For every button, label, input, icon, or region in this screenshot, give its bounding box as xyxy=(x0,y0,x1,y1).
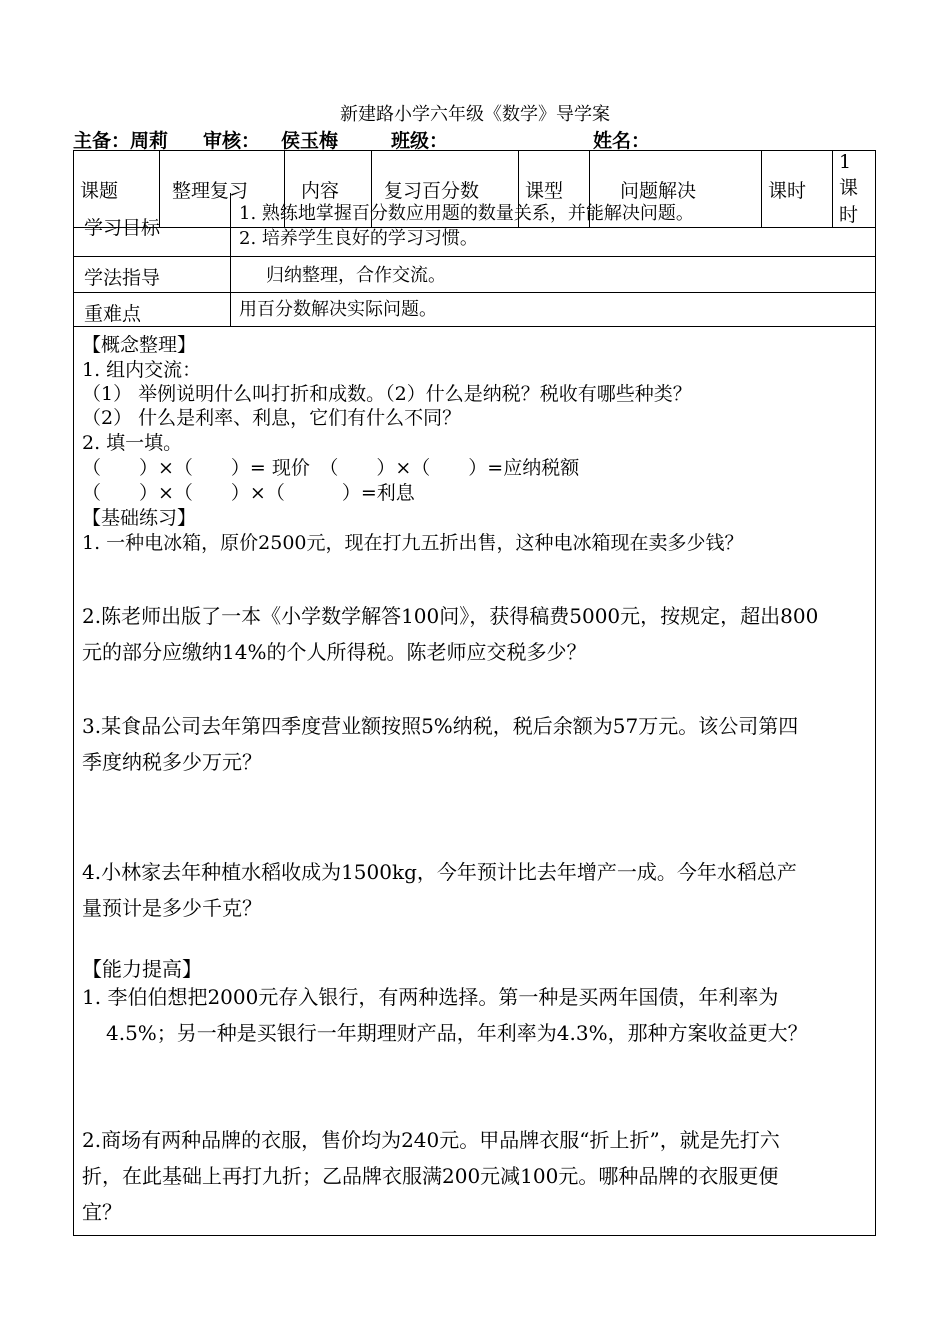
basic-problem-4b: 量预计是多少千克？ xyxy=(82,896,262,920)
topic-label: 课题 xyxy=(74,151,160,228)
reviewer-label: 审核： xyxy=(203,130,261,152)
basic-problem-1: 1. 一种电冰箱，原价2500元，现在打九五折出售，这种电冰箱现在卖多少钱？ xyxy=(82,532,744,554)
goal-2: 2. 培养学生良好的学习习惯。 xyxy=(239,228,478,249)
method-label: 学法指导 xyxy=(74,257,231,292)
advanced-problem-2c: 宜？ xyxy=(82,1200,122,1224)
formula-1: （ ）×（ ）= 现价 （ ）×（ ）=应纳税额 xyxy=(82,457,580,479)
basic-problem-2a: 2.陈老师出版了一本《小学数学解答100问》，获得稿费5000元，按规定，超出800 xyxy=(82,604,819,628)
basic-problem-4a: 4.小林家去年种植水稻收成为1500kg，今年预计比去年增产一成。今年水稻总产 xyxy=(82,860,797,884)
concepts-q1: 1. 组内交流： xyxy=(82,359,202,381)
key-text: 用百分数解决实际问题。 xyxy=(239,299,437,320)
content-value: 复习百分数 xyxy=(372,151,519,228)
concepts-q1b: （2） 什么是利率、利息，它们有什么不同？ xyxy=(82,407,462,429)
method-row xyxy=(73,257,876,293)
type-value: 问题解决 xyxy=(590,151,762,228)
method-text: 归纳整理，合作交流。 xyxy=(266,265,446,286)
lead-author: 主备：周莉 xyxy=(73,130,169,152)
basic-problem-3b: 季度纳税多少万元？ xyxy=(82,750,262,774)
key-row xyxy=(73,293,876,327)
reviewer-name: 侯玉梅 xyxy=(281,130,339,152)
goals-label: 学习目标 xyxy=(74,193,231,256)
page-title: 新建路小学六年级《数学》导学案 xyxy=(340,104,610,125)
name-label: 姓名： xyxy=(593,130,651,152)
key-label: 重难点 xyxy=(74,293,231,326)
advanced-problem-1a: 1. 李伯伯想把2000元存入银行，有两种选择。第一种是买两年国债，年利率为 xyxy=(82,985,779,1009)
goal-1: 1. 熟练地掌握百分数应用题的数量关系，并能解决问题。 xyxy=(239,203,694,224)
basic-problem-3a: 3.某食品公司去年第四季度营业额按照5%纳税，税后余额为57万元。该公司第四 xyxy=(82,714,799,738)
hours-label: 课时 xyxy=(762,151,833,228)
basic-heading: 【基础练习】 xyxy=(82,507,197,529)
topic-value: 整理复习 xyxy=(160,151,285,228)
advanced-problem-2a: 2.商场有两种品牌的衣服，售价均为240元。甲品牌衣服“折上折”，就是先打六 xyxy=(82,1128,780,1152)
concepts-heading: 【概念整理】 xyxy=(82,334,197,356)
class-label: 班级： xyxy=(391,130,449,152)
hours-value: 1课时 xyxy=(833,151,876,228)
type-label: 课型 xyxy=(519,151,590,228)
advanced-problem-2b: 折，在此基础上再打九折；乙品牌衣服满200元减100元。哪种品牌的衣服更便 xyxy=(82,1164,779,1188)
concepts-q1a: （1） 举例说明什么叫打折和成数。（2）什么是纳税？税收有哪些种类？ xyxy=(82,383,692,405)
basic-problem-2b: 元的部分应缴纳14%的个人所得税。陈老师应交税多少？ xyxy=(82,640,587,664)
concepts-q2: 2. 填一填。 xyxy=(82,432,183,454)
advanced-problem-1b: 4.5%；另一种是买银行一年期理财产品，年利率为4.3%，那种方案收益更大？ xyxy=(106,1021,808,1045)
content-label: 内容 xyxy=(285,151,372,228)
advanced-heading: 【能力提高】 xyxy=(82,957,202,981)
goals-row xyxy=(73,193,876,257)
formula-2: （ ）×（ ）×（ ）=利息 xyxy=(82,482,415,504)
